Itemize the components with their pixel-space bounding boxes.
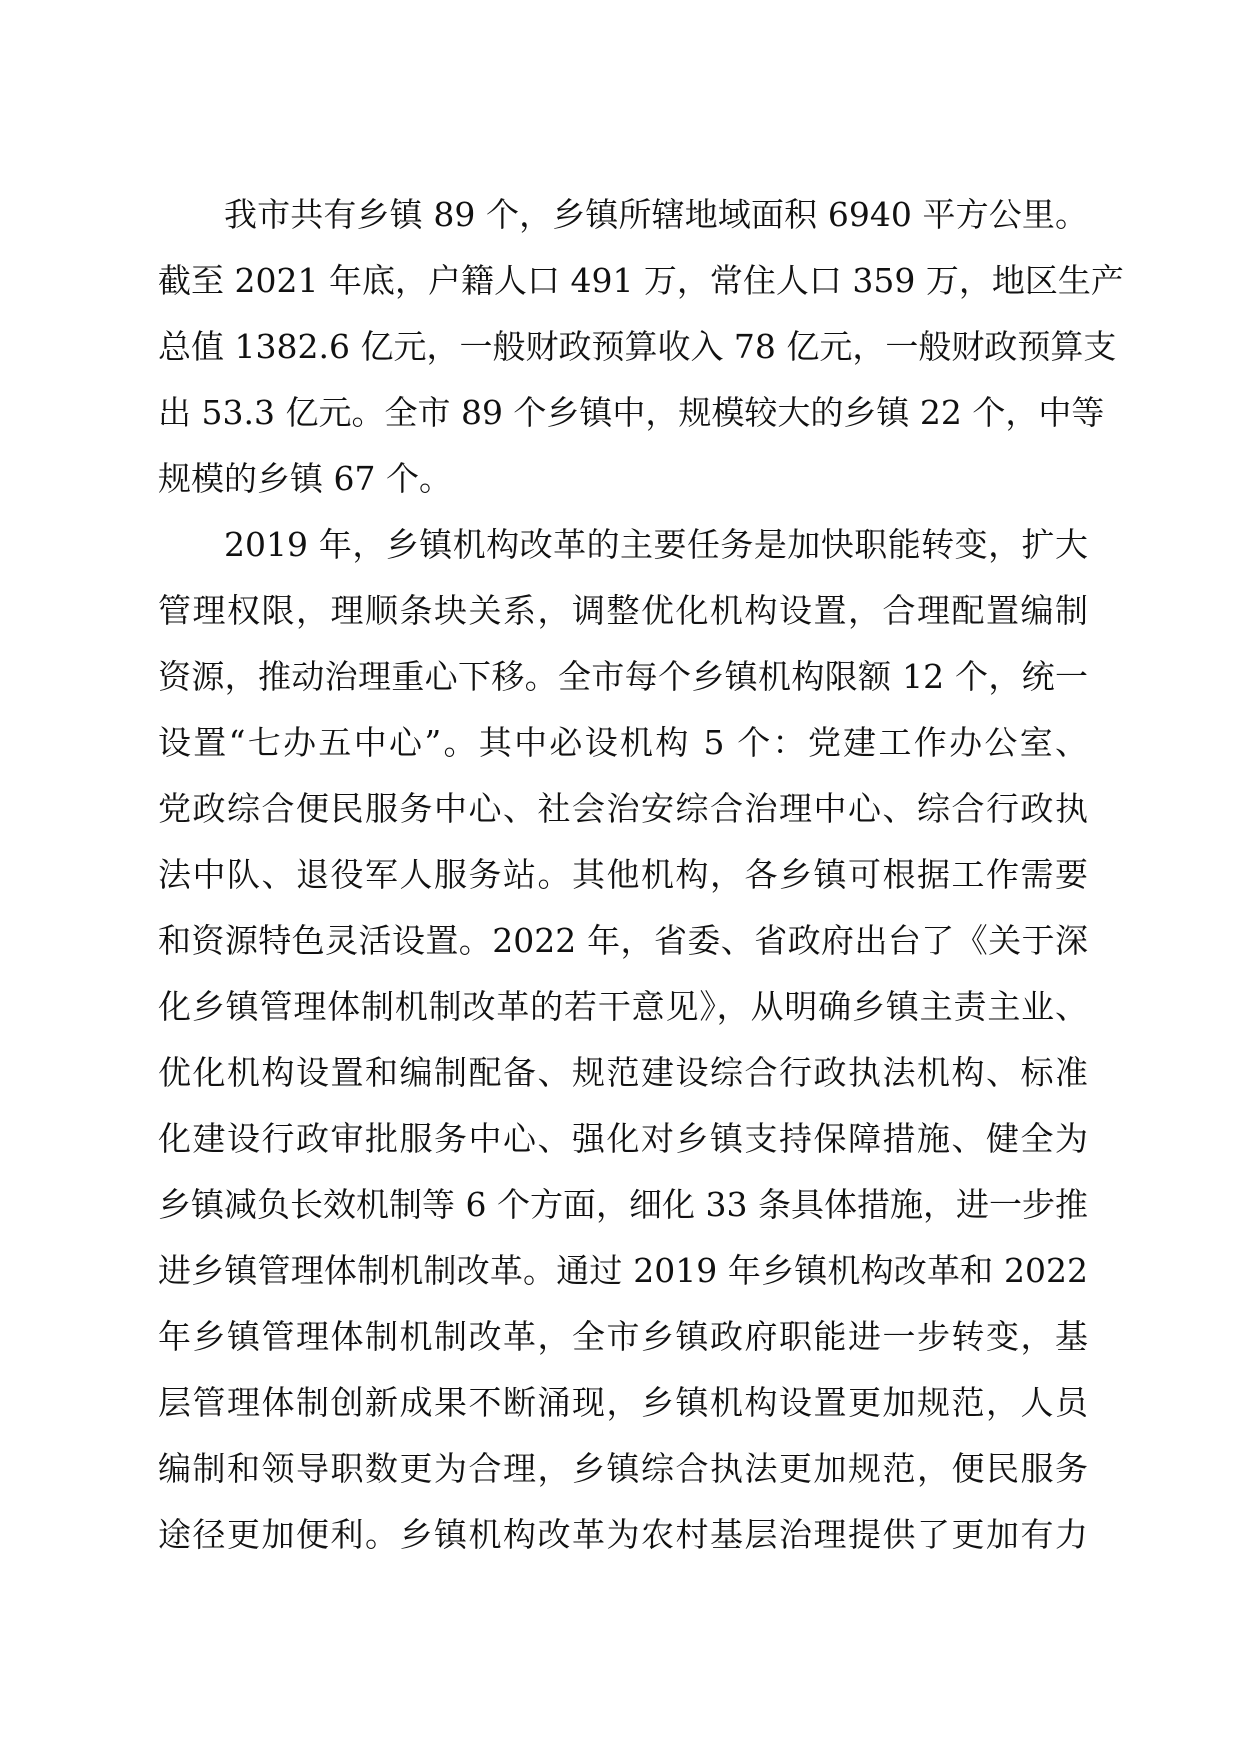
paragraph-line: 化建设行政审批服务中心、强化对乡镇支持保障措施、健全为 (158, 1119, 1088, 1158)
paragraph-line: 进乡镇管理体制机制改革。通过 2019 年乡镇机构改革和 2022 (158, 1251, 1088, 1290)
paragraph-2 (158, 512, 1088, 1634)
paragraph-line: 规模的乡镇 67 个。 (158, 459, 452, 498)
body-text (158, 182, 1124, 1634)
paragraph-line: 设置“七办五中心”。其中必设机构 5 个：党建工作办公室、 (158, 723, 1088, 762)
paragraph-line: 途径更加便利。乡镇机构改革为农村基层治理提供了更加有力 (158, 1515, 1088, 1554)
paragraph-line: 资源，推动治理重心下移。全市每个乡镇机构限额 12 个，统一 (158, 657, 1088, 696)
paragraph-line: 乡镇减负长效机制等 6 个方面，细化 33 条具体措施，进一步推 (158, 1185, 1088, 1224)
paragraph-line: 和资源特色灵活设置。2022 年，省委、省政府出台了《关于深 (158, 921, 1088, 960)
paragraph-line: 年乡镇管理体制机制改革，全市乡镇政府职能进一步转变，基 (158, 1317, 1088, 1356)
paragraph-line: 我市共有乡镇 89 个，乡镇所辖地域面积 6940 平方公里。 (224, 195, 1088, 234)
paragraph-line: 管理权限，理顺条块关系，调整优化机构设置，合理配置编制 (158, 591, 1088, 630)
paragraph-line: 截至 2021 年底，户籍人口 491 万，常住人口 359 万，地区生产 (158, 261, 1124, 300)
paragraph-line: 编制和领导职数更为合理，乡镇综合执法更加规范，便民服务 (158, 1449, 1088, 1488)
paragraph-line: 2019 年，乡镇机构改革的主要任务是加快职能转变，扩大 (224, 525, 1088, 564)
paragraph-1 (158, 182, 1124, 512)
paragraph-line (158, 1568, 1088, 1634)
paragraph-line: 总值 1382.6 亿元，一般财政预算收入 78 亿元，一般财政预算支 (158, 327, 1117, 366)
paragraph-line: 法中队、退役军人服务站。其他机构，各乡镇可根据工作需要 (158, 855, 1088, 894)
paragraph-line: 化乡镇管理体制机制改革的若干意见》，从明确乡镇主责主业、 (158, 987, 1088, 1026)
paragraph-line: 出 53.3 亿元。全市 89 个乡镇中，规模较大的乡镇 22 个，中等 (158, 393, 1105, 432)
paragraph-line: 优化机构设置和编制配备、规范建设综合行政执法机构、标准 (158, 1053, 1088, 1092)
paragraph-line: 层管理体制创新成果不断涌现，乡镇机构设置更加规范，人员 (158, 1383, 1088, 1422)
paragraph-line: 党政综合便民服务中心、社会治安综合治理中心、综合行政执 (158, 789, 1088, 828)
